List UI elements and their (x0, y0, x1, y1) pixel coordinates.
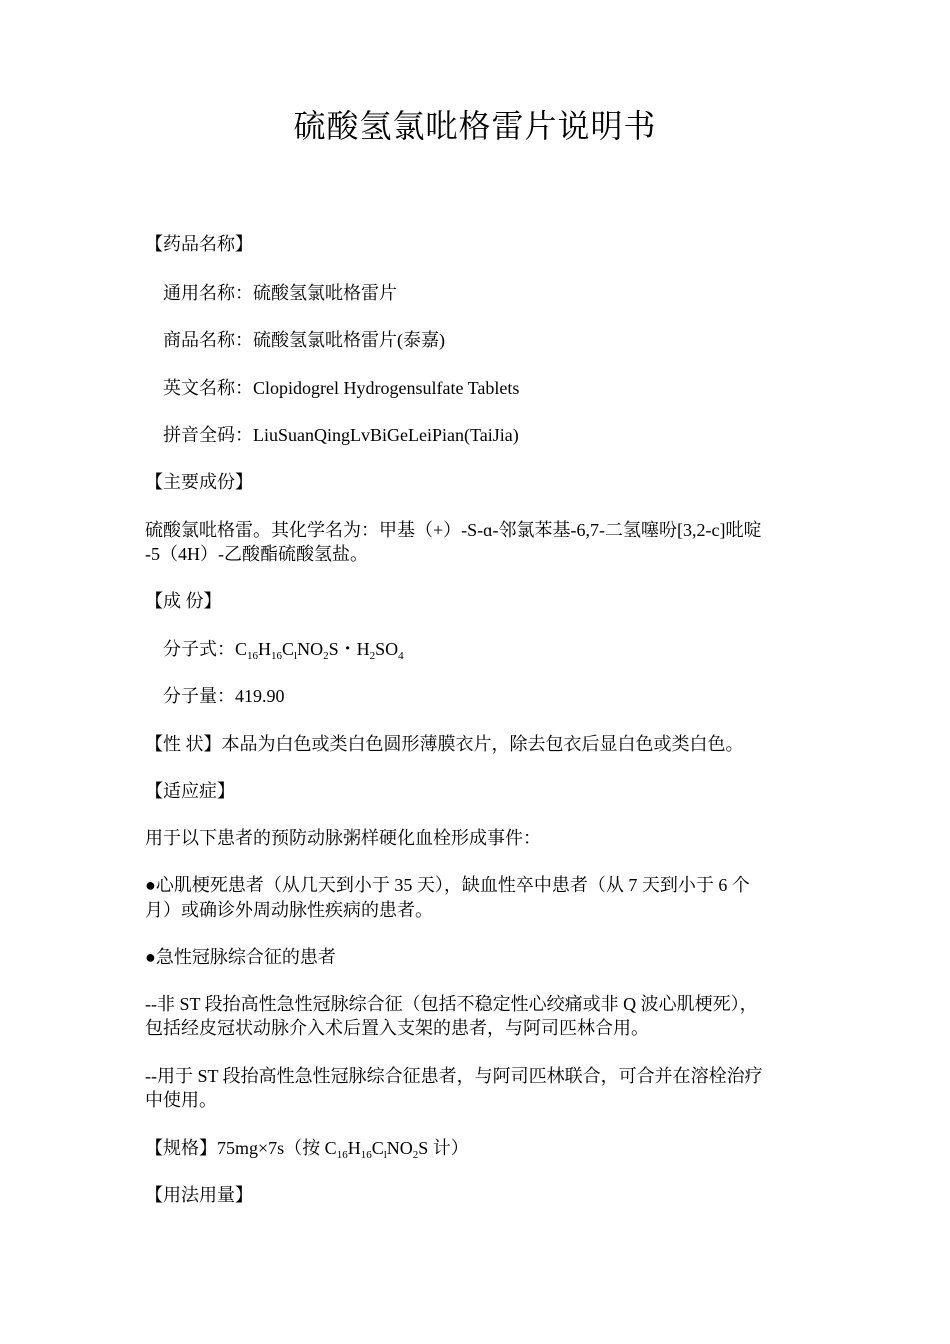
dash-item-1-line1: --非 ST 段抬高性急性冠脉综合征（包括不稳定性心绞痛或非 Q 波心肌梗死）， (145, 994, 758, 1014)
section-header-usage: 【用法用量】 (145, 1185, 253, 1205)
section-header-appearance: 【性 状】 (145, 734, 222, 754)
molecular-formula: 分子式：$C_{16}H_{16}C_lNO_2S$・$H_2SO_4$ (163, 639, 404, 662)
formula-label: 分子式： (163, 639, 235, 659)
main-ingredient-text-line2: -5（4H）-乙酸酯硫酸氢盐。 (145, 544, 368, 564)
dash-item-2-line1: --用于 ST 段抬高性急性冠脉综合征患者，与阿司匹林联合，可合并在溶栓治疗 (145, 1066, 763, 1086)
appearance-line (145, 731, 810, 757)
main-ingredient-text-line1: 硫酸氯吡格雷。其化学名为：甲基（+）-S-ɑ-邻氯苯基-6,7-二氢噻吩[3,2-c]吡啶 (145, 520, 762, 540)
english-name: 英文名称：Clopidogrel Hydrogensulfate Tablets (163, 378, 520, 398)
section-header-specification: 【规格】 (145, 1138, 217, 1158)
trade-name: 商品名称：硫酸氢氯吡格雷片(泰嘉) (163, 330, 445, 350)
document-title: 硫酸氢氯吡格雷片说明书 (293, 107, 657, 145)
dash-item-1-line2: 包括经皮冠状动脉介入术后置入支架的患者，与阿司匹林合用。 (145, 1018, 649, 1038)
bullet-item-1-line1: ●心肌梗死患者（从几天到小于 35 天），缺血性卒中患者（从 7 天到小于 6 个 (145, 875, 750, 895)
indication-intro: 用于以下患者的预防动脉粥样硬化血栓形成事件： (145, 828, 541, 848)
section-header-indication: 【适应症】 (145, 781, 235, 801)
appearance-text: 本品为白色或类白色圆形薄膜衣片，除去包衣后显白色或类白色。 (221, 734, 744, 754)
pinyin-name: 拼音全码：LiuSuanQingLvBiGeLeiPian(TaiJia) (163, 425, 519, 445)
dash-item-2-line2: 中使用。 (145, 1090, 217, 1110)
section-header-drug-name: 【药品名称】 (145, 234, 253, 254)
bullet-item-1-line2: 月）或确诊外周动脉性疾病的患者。 (145, 900, 433, 920)
section-header-composition: 【成 份】 (145, 591, 222, 611)
bullet-item-2: ●急性冠脉综合征的患者 (145, 947, 336, 967)
generic-name: 通用名称：硫酸氢氯吡格雷片 (163, 283, 397, 303)
section-header-main-ingredient: 【主要成份】 (145, 472, 253, 492)
specification-line: 【规格】75mg×7s（按 $C_{16}H_{16}C_lNO_2S$ 计） (145, 1138, 469, 1161)
molecular-weight: 分子量：419.90 (163, 686, 285, 706)
